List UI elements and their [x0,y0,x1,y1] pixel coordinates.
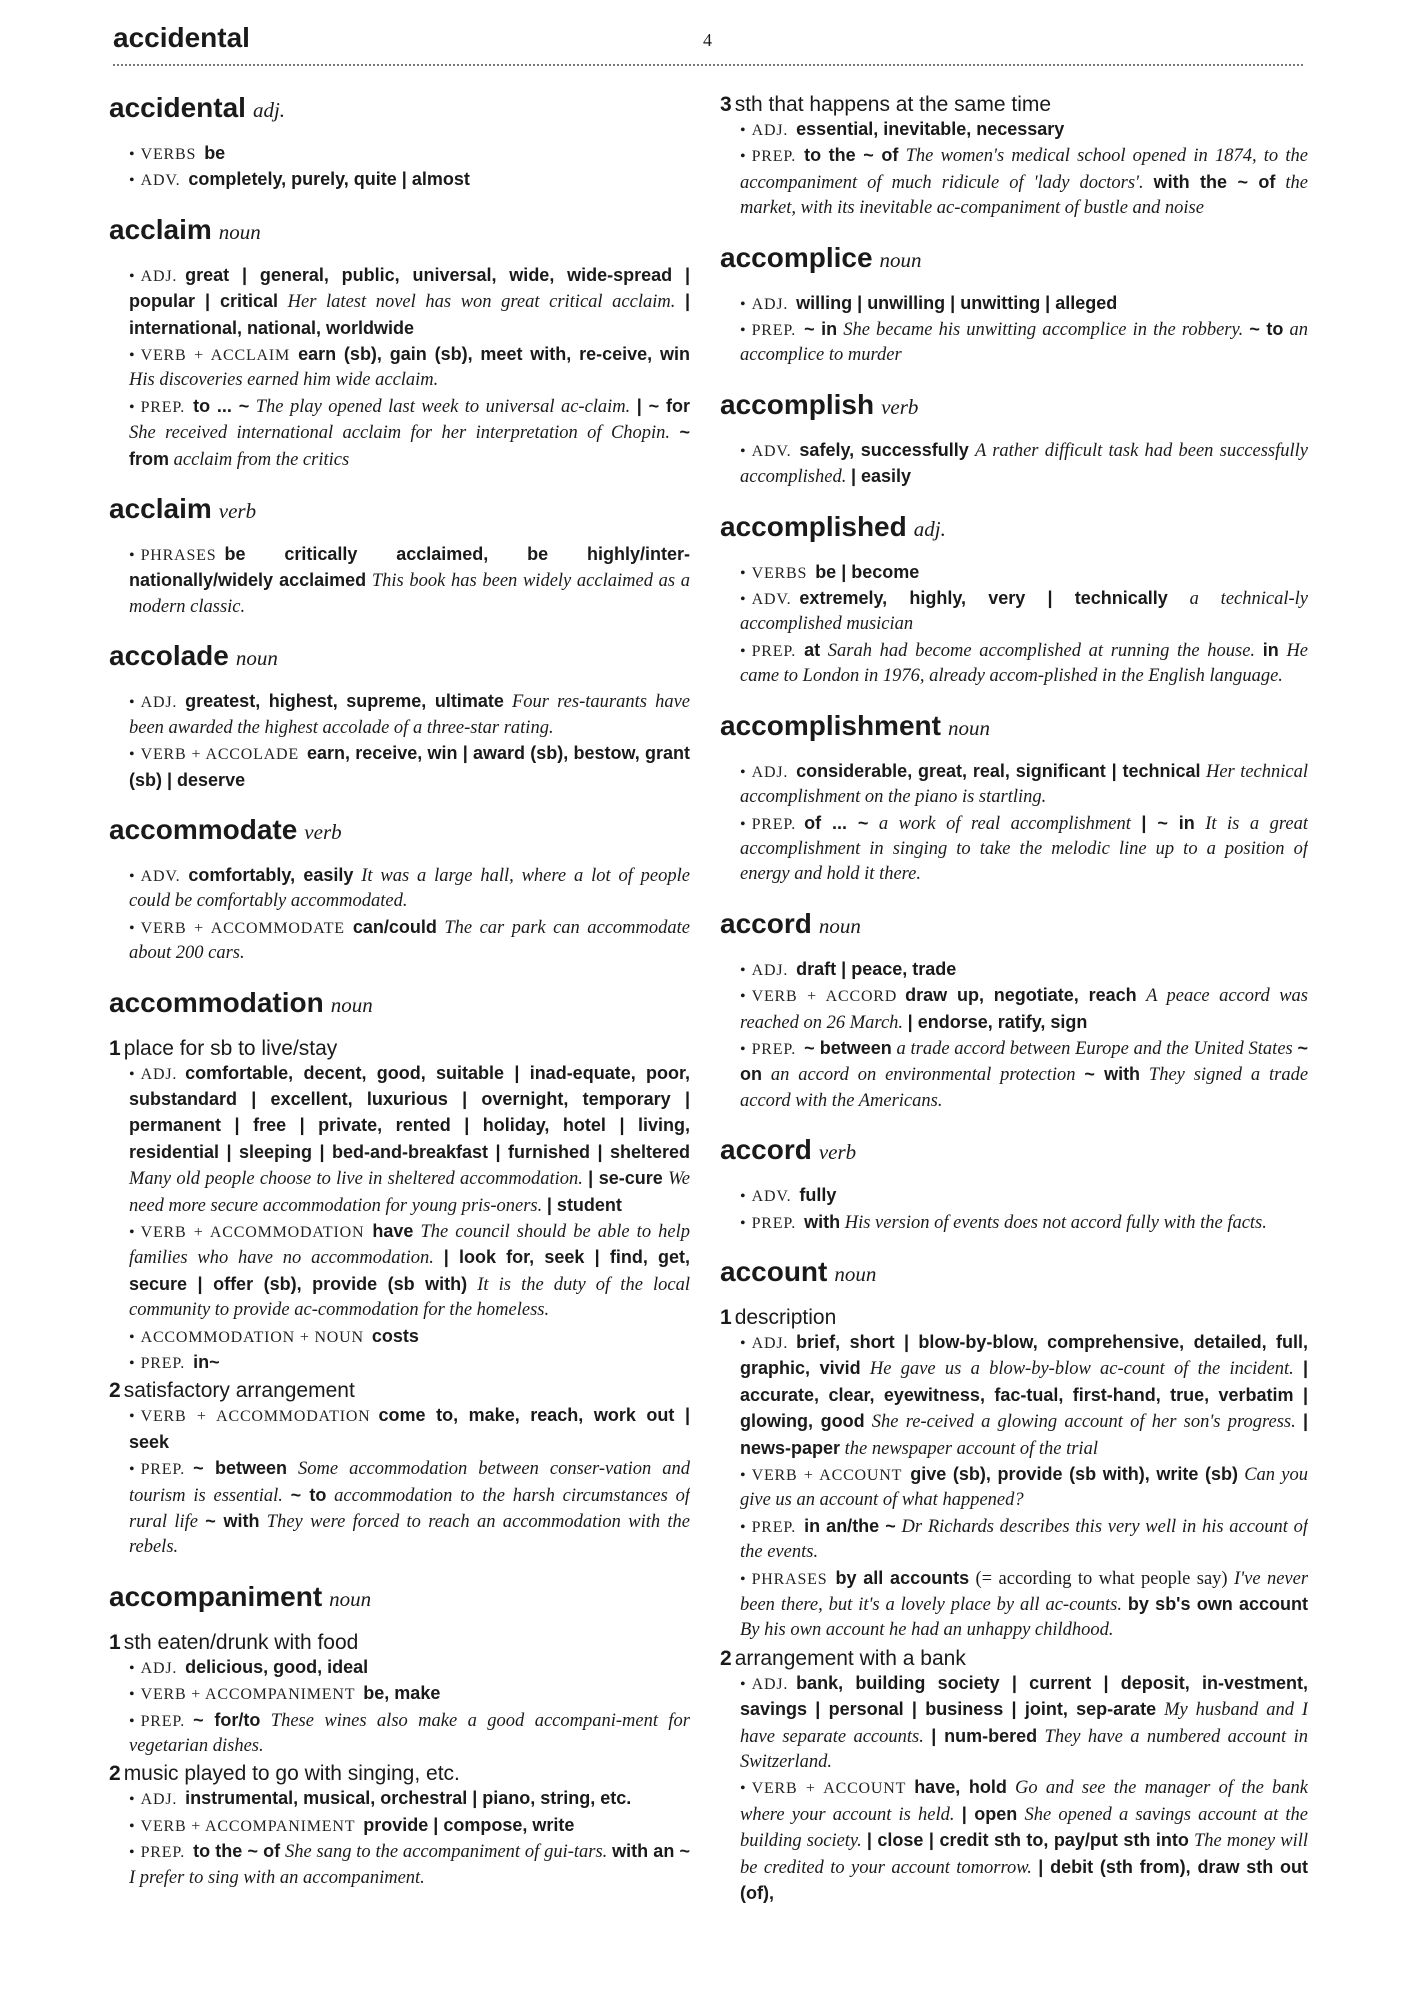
example: The play opened last week to universal ac-claim. [255,396,631,417]
collocation-block: • ADJ. comfortable, decent, good, suitable | inad-equate, poor, substandard | excellent, luxurious | overnight, temporary | permanent | free | private, rented | holiday, hotel | living, residential | sleeping | bed-and-breakfast | furnished | sheltered Many old people choose to live in sheltered accommodation. | se-cure We need more secure accommodation for young pris-oners. | student [129,1062,690,1216]
example: The car park can accommodate about 200 cars. [129,917,690,964]
example: A peace accord was reached on 26 March. [740,986,1308,1033]
example: She sang to the accompaniment of gui-tars. [284,1842,608,1863]
example: By his own account he had an unhappy childhood. [740,1620,1114,1641]
example: Dr Richards describes this very well in his account of the events. [740,1516,1308,1563]
example: These wines also make a good accompani-ment for vegetarian dishes. [129,1710,690,1757]
entry-accomplish [720,387,1308,491]
left-column [109,90,690,1990]
collocation-block: • VERB + ACCOMPANIMENT provide | compose, write [129,1814,575,1835]
headword: accompaniment [109,1580,323,1612]
collocation-block: • VERBS be [129,143,226,163]
example: The money will be credited to your account tomorrow. [740,1831,1308,1878]
collocation-block: • PREP. to the ~ of She sang to the accompaniment of gui-tars. with an ~ I prefer to sing with an accompaniment. [129,1841,690,1888]
example: I prefer to sing with an accompaniment. [129,1867,425,1888]
example: His discoveries earned him wide acclaim. [129,370,439,391]
entry-accomplice [720,240,1308,369]
entry-accommodate [109,812,690,967]
example: It is the duty of the local community to provide ac-commodation for the homeless. [129,1274,690,1321]
collocation-block: • VERBS be | become [740,561,920,582]
entry-acclaim-noun [109,212,690,473]
collocation-block: • VERB + ACCOMMODATE can/could The car park can accommodate about 200 cars. [129,916,690,964]
sense-label: 1 sth eaten/drunk with food [109,1630,359,1654]
example: a work of real accomplishment [878,813,1131,834]
entry-acclaim-verb [109,491,690,620]
example: His version of events does not accord fully with the facts. [844,1212,1267,1233]
right-column [720,90,1308,1990]
headword: accord [720,907,812,939]
collocation-block: • VERB + ACCOMMODATION come to, make, reach, work out | seek [129,1405,690,1452]
headword: accomplice [720,241,873,273]
headword: accidental [109,92,246,123]
collocation-block: • ACCOMMODATION + NOUN costs [129,1325,419,1346]
collocation-block: • ADV. completely, purely, quite | almost [129,169,470,190]
example: Some accommodation between conser-vation and tourism is essential. [129,1459,690,1506]
collocation-block: • VERB + ACCOUNT give (sb), provide (sb with), write (sb) Can you give us an account of what happened? [740,1464,1308,1511]
entry-accidental [109,90,690,194]
example: He came to London in 1976, already accom-plished in the English language. [740,640,1308,687]
sense-label: 2 arrangement with a bank [720,1646,966,1670]
collocation-block: • PREP. ~ for/to These wines also make a good accompani-ment for vegetarian dishes. [129,1709,690,1757]
example: A rather difficult task had been successfully accomplished. [740,440,1308,488]
collocation-block: • PHRASES by all accounts (= according to what people say) I've never been there, but it's a lovely place by all ac-counts. by sb's own account By his own account he had an unhappy childhood. [740,1567,1308,1641]
example: This book has been widely acclaimed as a modern classic. [129,571,690,617]
page-number: 4 [703,30,712,50]
example: We need more secure accommodation for young pris-oners. [129,1169,690,1216]
part-of-speech: verb [218,499,257,524]
sense-label: 2 satisfactory arrangement [109,1379,355,1403]
part-of-speech: noun [818,913,861,938]
running-head-word: accidental [113,22,250,53]
example: Her latest novel has won great critical acclaim. [287,292,676,313]
entry-account [720,1254,1308,1908]
example: Go and see the manager of the bank where your account is held. [740,1778,1308,1825]
example: He gave us a blow-by-blow ac-count of the incident. [869,1359,1294,1380]
collocation-block: • ADJ. greatest, highest, supreme, ultimate Four res-taurants have been awarded the highest accolade of a three-star rating. [129,691,690,738]
collocation-block: • PREP. in an/the ~ Dr Richards describes this very well in his account of the events. [740,1515,1308,1563]
collocation-block: • PREP. ~ between a trade accord between Europe and the United States ~ on an accord on environmental protection ~ with They signed a trade accord with the Americans. [740,1037,1308,1111]
collocation-block: • VERB + ACCOUNT have, hold Go and see the manager of the bank where your account is held. | open She opened a savings account at the building society. | close | credit sth to, pay/put sth into The money will be credited to your account tomorrow. | debit (sth from), draw sth out (of), [740,1777,1308,1904]
example: It was a large hall, where a lot of people could be comfortably accommodated. [129,865,690,912]
collocation-block: • ADJ. delicious, good, ideal [129,1656,369,1677]
label-adv: ADV. [140,172,181,190]
entry-accord-verb [720,1132,1308,1236]
example: acclaim from the critics [173,449,350,470]
collocation-block: • VERB + ACCOLADE earn, receive, win | award (sb), bestow, grant (sb) | deserve [129,743,690,790]
part-of-speech: noun [330,992,373,1017]
example: a trade accord between Europe and the United States [896,1038,1293,1059]
running-head [113,20,1303,66]
entry-accommodation [109,985,690,1561]
headword: accolade [109,640,229,672]
collocation-block: • ADJ. instrumental, musical, orchestral | piano, string, etc. [129,1788,632,1809]
part-of-speech: noun [834,1261,877,1286]
headword: acclaim [109,493,212,525]
example: She opened a savings account at the building society. [740,1804,1308,1852]
example: I've never been there, but it's a lovely place by all ac-counts. [740,1568,1308,1616]
entry-accompaniment-continued [720,92,1308,222]
collocation-block: • ADV. comfortably, easily It was a large hall, where a lot of people could be comfortably accommodated. [129,864,690,912]
sense-label: 3 sth that happens at the same time [720,93,1052,116]
collocation-block: • ADJ. brief, short | blow-by-blow, comprehensive, detailed, full, graphic, vivid He gave us a blow-by-blow ac-count of the incident. | accurate, clear, eyewitness, fac-tual, first-hand, true, verbatim | glowing, good She re-ceived a glowing account of her son's progress. | news-paper the newspaper account of the trial [740,1331,1308,1459]
collocation-block: • ADV. fully [740,1185,837,1206]
example: the market, with its inevitable ac-companiment of bustle and noise [740,172,1308,219]
collocation-block: • ADV. extremely, highly, very | technically a technical-ly accomplished musician [740,588,1308,635]
collocation-block: • ADJ. bank, building society | current | deposit, in-vestment, savings | personal | business | joint, sep-arate My husband and I have separate accounts. | num-bered They have a numbered account in Switzerland. [740,1672,1308,1773]
entry-accord-noun [720,906,1308,1114]
collocation-block: • ADJ. willing | unwilling | unwitting | alleged [740,292,1118,313]
label-verbs: VERBS [140,146,197,163]
part-of-speech: verb [881,394,919,419]
collocation-block: • PREP. in~ [129,1352,220,1372]
example: accommodation to the harsh circumstances of rural life [129,1485,690,1533]
example: They have a numbered account in Switzerland. [740,1726,1308,1773]
headword: acclaim [109,213,212,245]
part-of-speech: noun [329,1586,372,1611]
example: the newspaper account of the trial [844,1438,1098,1459]
headword: accord [720,1134,812,1166]
sense-label: 2 music played to go with singing, etc. [109,1762,460,1786]
collocation-block: • VERB + ACCLAIM earn (sb), gain (sb), meet with, re-ceive, win His discoveries earned him wide acclaim. [129,344,690,391]
headword: accommodation [109,986,324,1018]
example: The council should be able to help families who have no accommodation. [129,1221,690,1269]
collocation-block: • PREP. to the ~ of The women's medical school opened in 1874, to the accompaniment of much ridicule of 'lady doctors'. with the ~ of the market, with its inevitable ac-companiment of bustle and noise [740,145,1308,219]
entry-accolade [109,638,690,794]
example: She received international acclaim for her interpretation of Chopin. [129,423,671,444]
example: Sarah had become accomplished at running the house. [827,640,1256,661]
example: an accord on environmental protection [770,1065,1076,1086]
collocation-block: • PREP. ~ in She became his unwitting accomplice in the robbery. ~ to an accomplice to murder [740,319,1308,366]
collocation-block: • ADV. safely, successfully A rather difficult task had been successfully accomplished. | easily [740,439,1308,488]
entry-accomplishment [720,708,1308,888]
part-of-speech: noun [879,247,922,272]
part-of-speech: noun [218,219,261,244]
part-of-speech: verb [818,1140,857,1165]
part-of-speech: noun [947,715,990,740]
collocation-block: • PREP. at Sarah had become accomplished at running the house. in He came to London in 1976, already accom-plished in the English language. [740,639,1308,687]
example: She re-ceived a glowing account of her son's progress. [871,1412,1296,1433]
part-of-speech: adj. [252,98,286,122]
collocation-block: • ADJ. great | general, public, universal, wide, wide-spread | popular | critical Her latest novel has won great critical acclaim. | international, national, worldwide [129,264,690,338]
collocation-block: • PREP. of ... ~ a work of real accomplishment | ~ in It is a great accomplishment in singing to take the melodic line up to a position of energy and hold it there. [740,812,1308,885]
collocation-block: • PHRASES be critically acclaimed, be highly/inter-nationally/widely acclaimed This book has been widely acclaimed as a modern classic. [129,544,690,617]
headword: accomplished [720,510,907,542]
collocation-block: • PREP. with His version of events does not accord fully with the facts. [740,1211,1267,1233]
example: They were forced to reach an accommodation with the rebels. [129,1512,690,1558]
part-of-speech: verb [304,819,342,844]
collocation-block: • VERB + ACCORD draw up, negotiate, reach A peace accord was reached on 26 March. | endorse, ratify, sign [740,985,1308,1033]
part-of-speech: adj. [913,516,946,541]
headword: accomplish [720,388,875,420]
collocation-block: • VERB + ACCOMPANIMENT be, make [129,1683,441,1704]
collocation-block: • VERB + ACCOMMODATION have The council should be able to help families who have no accommodation. | look for, seek | find, get, secure | offer (sb), provide (sb with) It is the duty of the local community to provide ac-commodation for the homeless. [129,1220,690,1321]
example: Her technical accomplishment on the piano is startling. [740,761,1308,808]
sense-label: 1 place for sb to live/stay [109,1036,338,1060]
collocation-block: • PREP. ~ between Some accommodation between conser-vation and tourism is essential. ~ to accommodation to the harsh circumstances of rural life ~ with They were forced to reach an accommodation with the rebels. [129,1458,690,1558]
example: Four res-taurants have been awarded the highest accolade of a three-star rating. [129,692,690,738]
example: a technical-ly accomplished musician [740,589,1308,635]
example: It is a great accomplishment in singing to take the melodic line up to a position of energy and hold it there. [740,813,1308,885]
collocation-block: • ADJ. essential, inevitable, necessary [740,119,1065,139]
example: My husband and I have separate accounts. [740,1700,1308,1747]
example: She became his unwitting accomplice in the robbery. [843,320,1244,341]
sense-label: 1 description [720,1305,837,1329]
headword: accomplishment [720,709,941,741]
entry-accomplished [720,509,1308,690]
headword: accommodate [109,813,298,845]
collocation-block: • ADJ. considerable, great, real, significant | technical Her technical accomplishment on the piano is startling. [740,760,1308,808]
example: an accomplice to murder [740,320,1308,366]
example: The women's medical school opened in 1874, to the accompaniment of much ridicule of 'lady doctors'. [740,146,1308,193]
example: They signed a trade accord with the Americans. [740,1065,1308,1111]
part-of-speech: noun [235,646,278,671]
collocation-block: • PREP. to ... ~ The play opened last week to universal ac-claim. | ~ for She received international acclaim for her interpretation of Chopin. ~ from acclaim from the critics [129,395,690,470]
entry-accompaniment [109,1579,690,1891]
headword: account [720,1255,828,1287]
example: Can you give us an account of what happened? [740,1465,1308,1511]
collocation-block: • ADJ. draft | peace, trade [740,958,957,979]
example: Many old people choose to live in sheltered accommodation. [129,1169,583,1190]
